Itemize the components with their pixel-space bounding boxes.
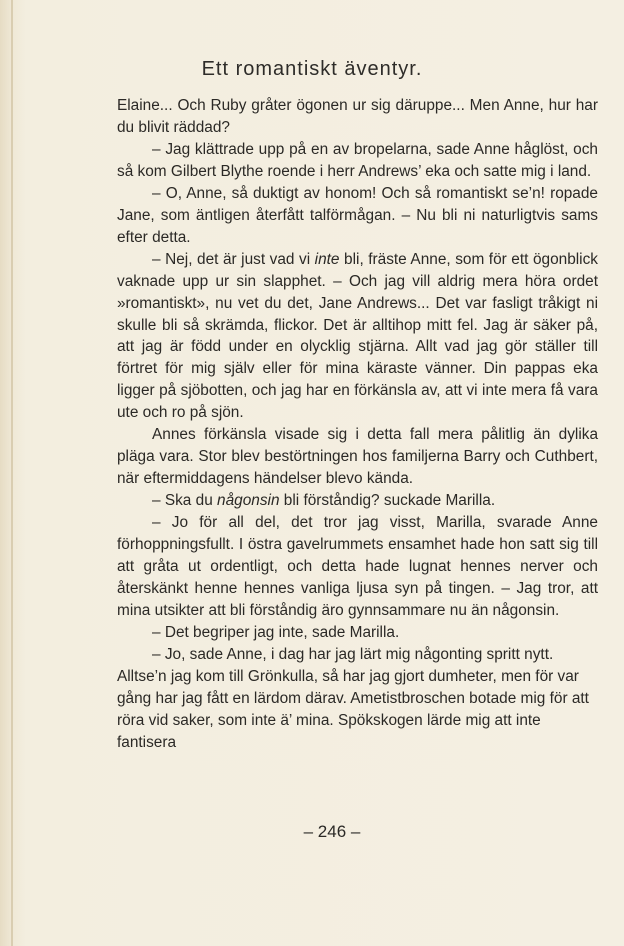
paragraph-9: – Jo, sade Anne, i dag har jag lärt mig någonting spritt nytt. Alltse’n jag kom till Grönkulla, så har jag gjort dumheter, men för var gång har jag fått en lärdom därav. Ametistbroschen botade mig för att röra vid saker, som inte ä’ mina. Spökskogen lärde mig att inte fantisera [117, 645, 589, 751]
paragraph-6-emphasis: någonsin [217, 492, 280, 510]
paragraph-1: Elaine... Och Ruby gråter ögonen ur sig däruppe... Men Anne, hur har du blivit räddad? [117, 97, 598, 136]
running-head-title: Ett romantiskt äventyr. [201, 58, 423, 80]
page-number: – 246 – [303, 822, 361, 841]
paragraph-8: – Det begriper jag inte, sade Marilla. [152, 623, 400, 641]
paragraph-5: Annes förkänsla visade sig i detta fall mera pålitlig än dylika pläga vara. Stor blev bestörtningen hos familjerna Barry och Cuthbert, när eftermiddagens händelser blevo kända. [117, 426, 598, 488]
paragraph-6-after: bli förståndig? suckade Marilla. [279, 492, 496, 510]
paragraph-4-emphasis: inte [314, 250, 340, 268]
paragraph-6-before: – Ska du [152, 492, 218, 510]
body-text [117, 95, 598, 754]
paragraph-4 [117, 249, 598, 425]
paragraph-4-after: bli, fräste Anne, som för ett ögonblick vaknade upp ur sin slapphet. – Och jag vill aldrig mera höra ordet »romantiskt», nu vet du det, Jane Andrews... Det var fasligt tråkigt ni skulle bli så skrämda, flickor. Det är alltihop mitt fel. Jag är säker på, att jag är född under en olycklig stjärna. Allt vad jag gör ställer till förtret för mig själv eller för mina käraste vänner. Din pappas eka ligger på sjöbotten, och jag har en förkänsla av, att vi inte mera få vara ute och ro på sjön. [117, 250, 598, 422]
paragraph-7: – Jo för all del, det tror jag visst, Marilla, svarade Anne förhoppningsfullt. I östra gavelrummets ensamhet hade hon satt sig till att gråta ut ordentligt, och detta hade lugnat hennes nerver och återskänkt henne hennes vanliga ljusa syn på tingen. – Jag tror, att mina utsikter att bli förståndig äro gynnsammare nu än någonsin. [117, 514, 598, 619]
paragraph-2: – Jag klättrade upp på en av bropelarna, sade Anne håglöst, och så kom Gilbert Blythe roende i herr Andrews’ eka och satte mig i land. [117, 140, 598, 180]
paragraph-4-before: – Nej, det är just vad vi [152, 250, 315, 268]
paragraph-3: – O, Anne, så duktigt av honom! Och så romantiskt se’n! ropade Jane, som äntligen återfått talförmågan. – Nu bli ni naturligtvis sams efter detta. [117, 184, 598, 246]
binding-gutter [11, 0, 13, 946]
paragraph-6 [117, 490, 598, 512]
